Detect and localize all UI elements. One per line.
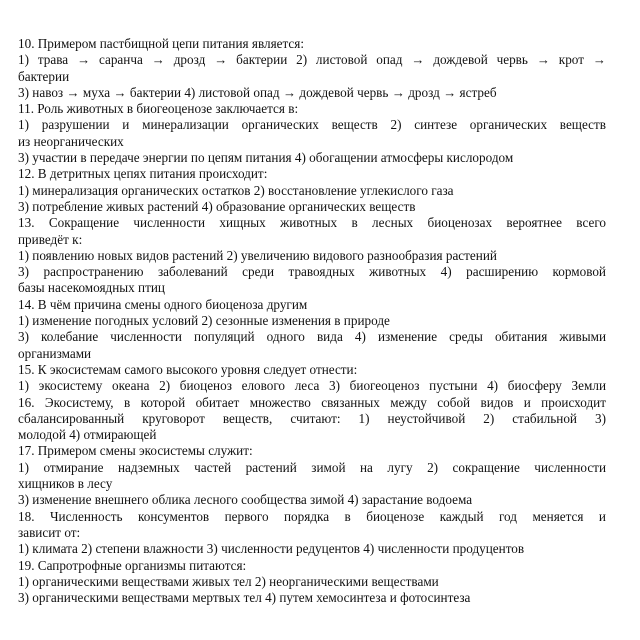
question-15	[18, 362, 606, 395]
answer-line: зависит от:	[18, 524, 81, 540]
question-10	[18, 36, 606, 101]
question-text: 10. Примером пастбищной цепи питания является:	[18, 36, 305, 51]
answer-line: 3) колебание численности популяций одного вида 4) изменение среды обитания живыми	[18, 329, 606, 345]
question-11	[18, 101, 606, 166]
answer-line: организмами	[18, 345, 92, 361]
answer-line: 1) минерализация органических остатков 2) восстановление углекислого газа	[18, 182, 454, 198]
question-12	[18, 166, 606, 215]
question-16	[18, 395, 606, 444]
answer-line: 1) отмирание надземных частей растений зимой на лугу 2) сокращение численности	[18, 459, 606, 475]
answer-line: 3) участии в передаче энергии по цепям питания 4) обогащении атмосферы кислородом	[18, 150, 514, 166]
question-14	[18, 297, 606, 362]
answer-line: 1) климата 2) степени влажности 3) численности редуцентов 4) численности продуцентов	[18, 541, 525, 557]
question-text: 17. Примером смены экосистемы служит:	[18, 443, 253, 459]
answer-line: бактерии	[18, 68, 70, 84]
question-text: 14. В чём причина смены одного биоценоза другим	[18, 296, 308, 312]
question-text: 18. Численность консументов первого порядка в биоценозе каждый год меняется и	[18, 508, 606, 524]
answer-line: 1) изменение погодных условий 2) сезонные изменения в природе	[18, 313, 390, 329]
answer-line: 3) потребление живых растений 4) образование органических веществ	[18, 198, 416, 214]
answer-line: 1) экосистему океана 2) биоценоз елового леса 3) биогеоценоз пустыни 4) биосферу Земли	[18, 378, 606, 394]
question-text: 11. Роль животных в биогеоценозе заключается в:	[18, 101, 299, 117]
answer-line: сбалансированный круговорот веществ, считают: 1) неустойчивой 2) стабильной 3)	[18, 410, 606, 426]
answer-line: 3) навоз → муха → бактерии 4) листовой опад → дождевой червь → дрозд → ястреб	[18, 84, 497, 100]
question-text: 13. Сокращение численности хищных животных в лесных биоценозах вероятнее всего	[18, 215, 606, 231]
question-text: 19. Сапротрофные организмы питаются:	[18, 557, 247, 573]
question-text: 12. В детритных цепях питания происходит:	[18, 166, 268, 182]
answer-line: 1) органическими веществами живых тел 2) неорганическими веществами	[18, 573, 439, 589]
answer-line: базы насекомоядных птиц	[18, 280, 165, 296]
document-page	[18, 36, 606, 606]
answer-line: хищников в лесу	[18, 476, 113, 492]
answer-line: 1) разрушении и минерализации органических веществ 2) синтезе органических веществ	[18, 117, 606, 133]
answer-line: 3) органическими веществами мертвых тел 4) путем хемосинтеза и фотосинтеза	[18, 590, 471, 606]
answer-line: 3) изменение внешнего облика лесного сообщества зимой 4) зарастание водоема	[18, 492, 473, 508]
answer-line: молодой 4) отмирающей	[18, 427, 157, 443]
question-text: 16. Экосистему, в которой обитает множество связанных между собой видов и происходит	[18, 394, 606, 410]
answer-line: 1) трава → саранча → дрозд → бактерии 2) листовой опад → дождевой червь → крот →	[18, 52, 606, 68]
question-13	[18, 215, 606, 296]
answer-line: приведёт к:	[18, 231, 83, 247]
question-18	[18, 509, 606, 558]
question-text: 15. К экосистемам самого высокого уровня следует отнести:	[18, 361, 358, 377]
answer-line: из неорганических	[18, 133, 124, 149]
question-17	[18, 443, 606, 508]
answer-line: 1) появлению новых видов растений 2) увеличению видового разнообразия растений	[18, 247, 497, 263]
answer-line: 3) распространению заболеваний среди травоядных животных 4) расширению кормовой	[18, 264, 606, 280]
question-19	[18, 558, 606, 607]
